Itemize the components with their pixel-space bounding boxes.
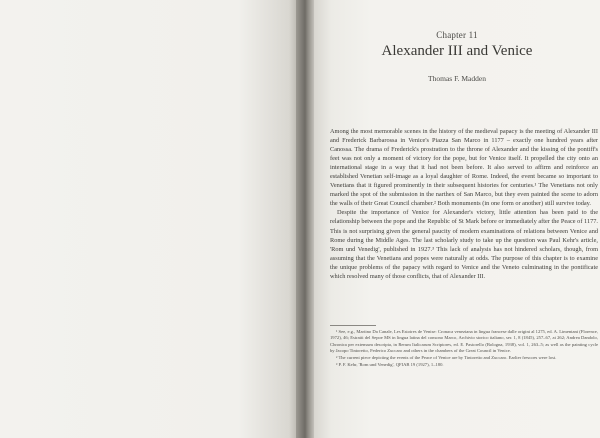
chapter-label: Chapter 11 <box>436 30 478 40</box>
footnote-rule <box>330 325 376 326</box>
page-content <box>314 0 600 438</box>
right-page <box>314 0 600 438</box>
footnote: ² The current piece depicting the events of the Peace of Venice are by Tintoretto and Zuccaro. Earlier frescoes were lost. <box>336 354 557 360</box>
body-paragraph: Despite the importance of Venice for Alexander's victory, little attention has been paid to the relationship between the pope and the Republic of St Mark before or immediately after the Peace of 1177. This is not surprising given the general paucity of modern examinations of relations between Venice and Rome during the Middle Ages. The last scholarly study to take up the question was Paul Kehr's article, 'Rom und Venedig', published in 1927.³ This lack of analysis has not hindered scholars, though, from assuming that the Venetians and popes were naturally at odds. The purpose of this chapter is to examine the unique problems of the papacy with regard to Venice and the Veneto culminating in the pontificate which resolved many of those conflicts, that of Alexander III. <box>330 209 598 280</box>
left-page-blank <box>0 0 298 438</box>
footnote: ³ P. F. Kehr, 'Rom und Venedig', QFIAB 19 (1927), 1–180. <box>336 361 444 367</box>
footnote: ¹ See, e.g., Martino Da Canale, Les Estoires de Venise: Cronaca veneziana in lingua francese dalle origini al 1275, ed. A. Limentani (Florence, 1972), 46; Estratti del Sepoe MS in lingua latina del consono Marco, Archivio storico italiano, ser. 1, 8 (1845), 257–67, at 262; Andrea Dandolo, Chronica per extensum descripta, in Rerum Italicarum Scriptores, ed. E. Pastorello (Bologna, 1938), vol. 1, 263–5; as well as the painting cycle by Jacopo Tintoretto, Federico Zuccaro and others in the chambers of the Great Council in Venice. <box>330 329 598 353</box>
chapter-author: Thomas F. Madden <box>428 74 486 83</box>
body-text <box>330 127 598 281</box>
chapter-title: Alexander III and Venice <box>381 43 533 59</box>
book-gutter <box>296 0 316 438</box>
footnotes <box>330 329 598 369</box>
body-paragraph: Among the most memorable scenes in the history of the medieval papacy is the meeting of Alexander III and Frederick Barbarossa in Venice's Piazza San Marco in 1177 – exactly one hundred years after Canossa. The drama of Frederick's prostration to the throne of Alexander and the kissing of the pontiff's feet was not only a moment of victory for the pope, but for Venice itself. It propelled the city onto an international stage in a way that it had not been before. It also served to affirm and reinforce an established Venetian self-image as a loyal daughter of Rome. Indeed, the event became so important to Venetians that it figured prominently in their subsequent histories for centuries.¹ The Venetians not only marked the spot of the submission in the narthex of San Marco, but they even painted the scene to adorn the walls of their Great Council chamber.² Both monuments (in one form or another) still survive today. <box>330 128 598 208</box>
